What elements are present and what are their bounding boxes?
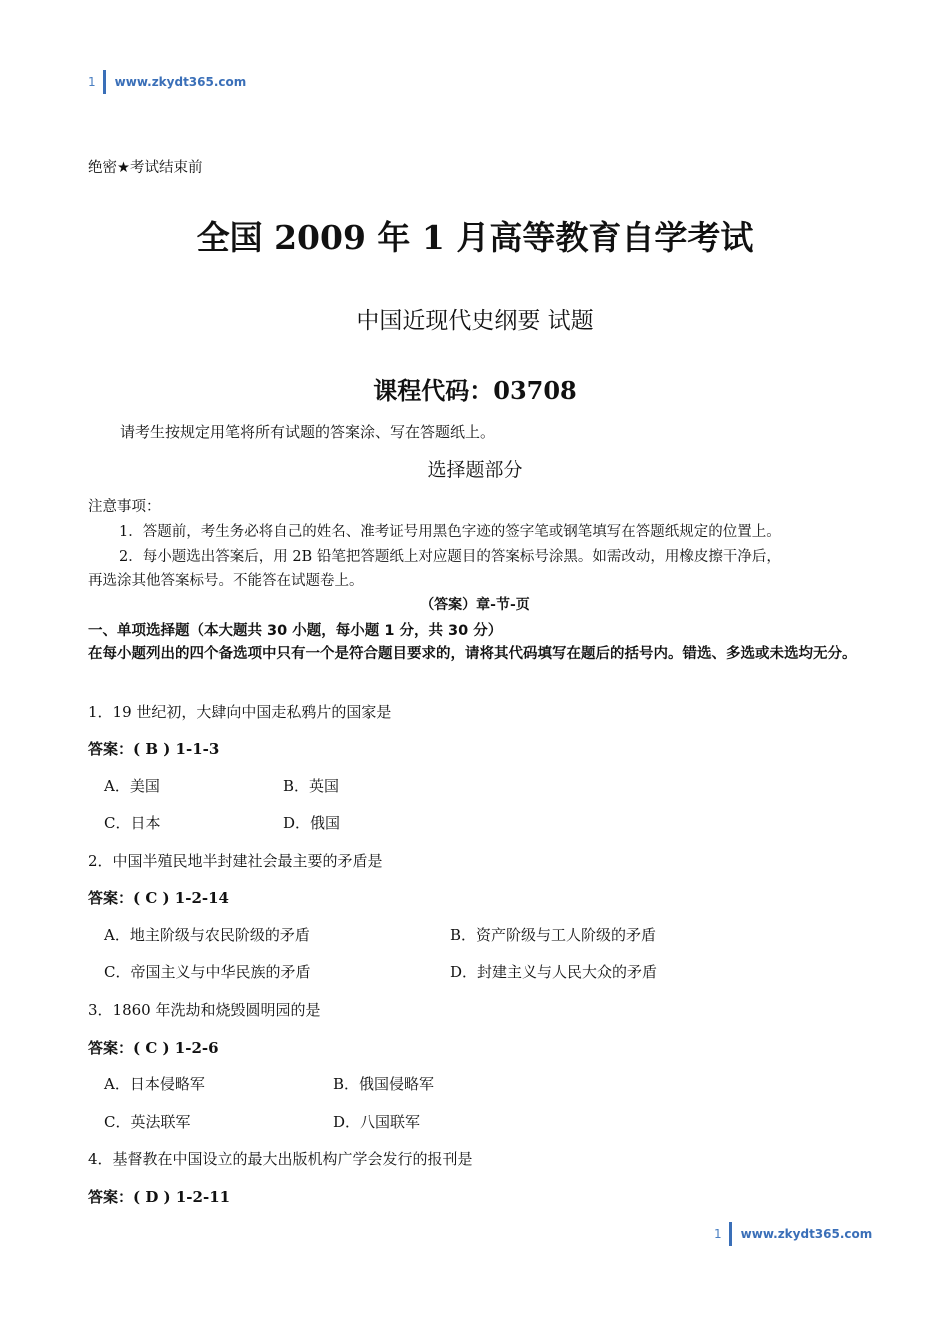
course-code: 课程代码：03708: [373, 376, 577, 405]
footer-divider: [729, 1222, 732, 1246]
option: A．地主阶级与农民阶级的矛盾: [104, 926, 310, 944]
footer-page-number: 1: [714, 1227, 722, 1241]
secret-mark: 绝密★考试结束前: [88, 160, 203, 176]
question-stem: 2．中国半殖民地半封建社会最主要的矛盾是: [88, 852, 383, 870]
page-header: [88, 70, 246, 94]
notes-heading: 注意事项：: [88, 499, 161, 515]
question-answer: 答案：( C ) 1-2-6: [88, 1039, 219, 1057]
question-answer: 答案：( B ) 1-1-3: [88, 740, 220, 758]
option: A．美国: [104, 777, 160, 795]
note-item: 1．答题前，考生务必将自己的姓名、准考证号用黑色字迹的签字笔或钢笔填写在答题纸规定的位置上。: [119, 524, 781, 540]
page-title: 全国 2009 年 1 月高等教育自学考试: [196, 218, 754, 257]
header-page-number: 1: [88, 75, 96, 89]
option: C．日本: [104, 814, 161, 832]
part-heading: 一、单项选择题（本大题共 30 小题，每小题 1 分，共 30 分）: [88, 623, 503, 639]
option: B．英国: [283, 777, 340, 795]
note-item: 2．每小题选出答案后，用 2B 铅笔把答题纸上对应题目的答案标号涂黑。如需改动，用橡皮擦干净后，: [119, 549, 781, 565]
question-stem: 1．19 世纪初，大肆向中国走私鸦片的国家是: [88, 703, 392, 721]
option: B．俄国侵略军: [333, 1075, 435, 1093]
option: D．封建主义与人民大众的矛盾: [450, 963, 658, 981]
option: A．日本侵略军: [104, 1075, 205, 1093]
page-footer: [714, 1222, 872, 1246]
option: D．俄国: [283, 814, 341, 832]
option: C．英法联军: [104, 1113, 191, 1131]
section-title: 选择题部分: [427, 459, 523, 481]
answer-legend: （答案）章-节-页: [420, 597, 530, 613]
footer-url[interactable]: www.zkydt365.com: [740, 1227, 873, 1241]
exam-subtitle: 中国近现代史纲要 试题: [356, 308, 594, 334]
question-stem: 4．基督教在中国设立的最大出版机构广学会发行的报刊是: [88, 1150, 473, 1168]
header-divider: [103, 70, 106, 94]
question-stem: 3．1860 年洗劫和烧毁圆明园的是: [88, 1001, 321, 1019]
question-answer: 答案：( C ) 1-2-14: [88, 889, 229, 907]
instruction: 请考生按规定用笔将所有试题的答案涂、写在答题纸上。: [120, 423, 496, 441]
option: B．资产阶级与工人阶级的矛盾: [450, 926, 657, 944]
option: D．八国联军: [333, 1113, 421, 1131]
header-url[interactable]: www.zkydt365.com: [114, 75, 247, 89]
question-answer: 答案：( D ) 1-2-11: [88, 1188, 231, 1206]
option: C．帝国主义与中华民族的矛盾: [104, 963, 311, 981]
note-item: 再选涂其他答案标号。不能答在试题卷上。: [88, 573, 364, 589]
part-description: 在每小题列出的四个备选项中只有一个是符合题目要求的，请将其代码填写在题后的括号内。错选、多选或未选均无分。: [88, 646, 857, 662]
